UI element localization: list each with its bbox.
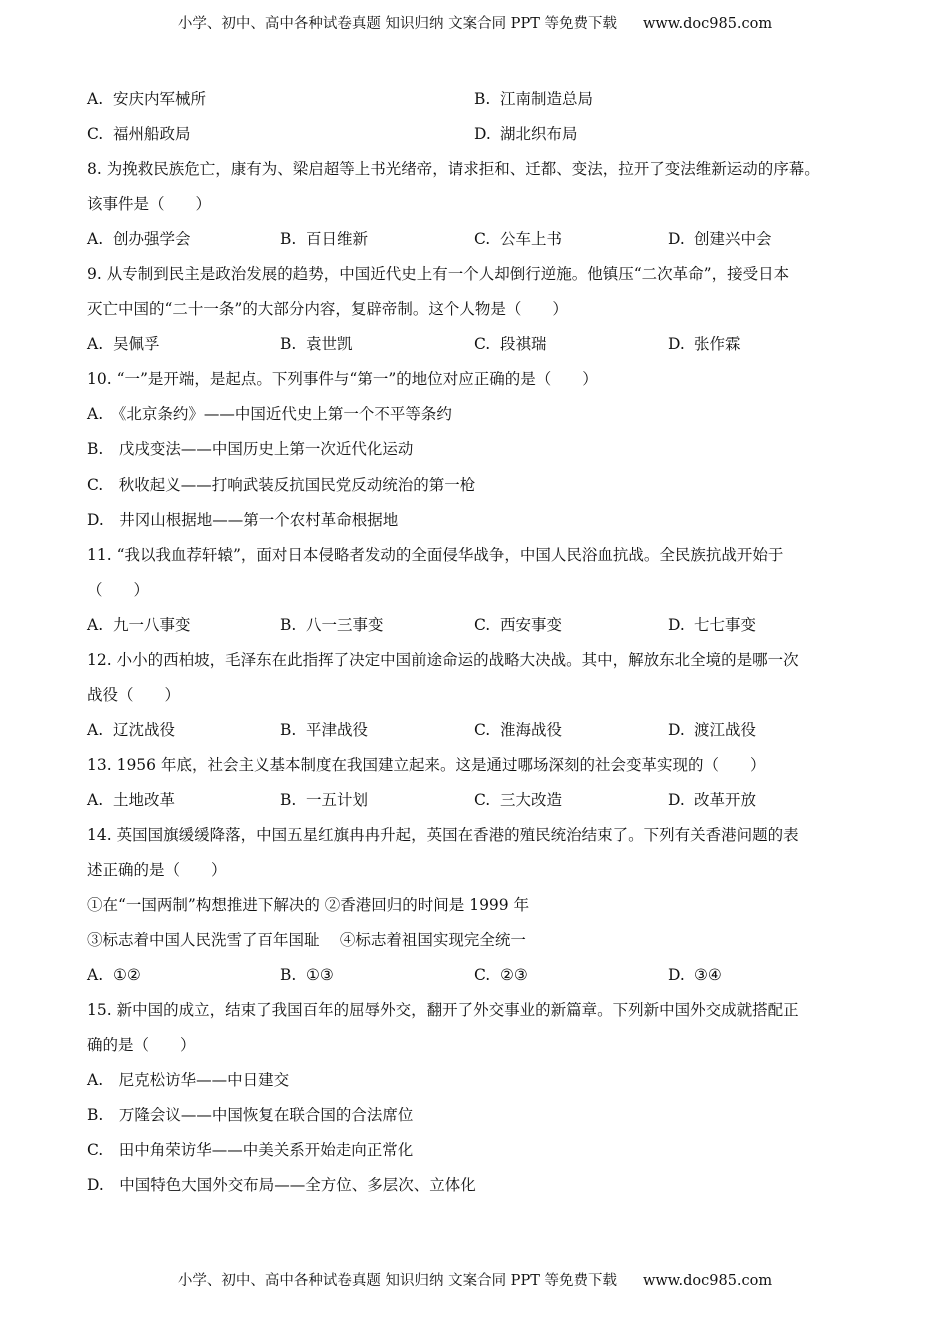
- question-text-line: （ ）: [87, 580, 150, 599]
- footer-text: 小学、初中、高中各种试卷真题 知识归纳 文案合同 PPT 等免费下载: [177, 1273, 617, 1289]
- answer-option: [87, 327, 160, 362]
- option-text: 一五计划: [306, 790, 369, 809]
- option-row: [87, 222, 877, 257]
- option-text: 七七事变: [694, 615, 757, 634]
- option-text: 百日维新: [306, 230, 369, 249]
- option-letter: A.: [87, 966, 104, 985]
- question-block: [87, 82, 877, 117]
- option-letter: B.: [280, 615, 297, 634]
- option-text: ①②: [113, 966, 141, 985]
- option-text: 土地改革: [113, 790, 176, 809]
- question-text-line: 15. 新中国的成立，结束了我国百年的屈辱外交，翻开了外交事业的新篇章。下列新中国外交成就搭配正: [87, 1001, 799, 1020]
- answer-option: [87, 222, 191, 257]
- question-text-line: 战役（ ）: [87, 685, 181, 704]
- option-letter: B.: [280, 335, 297, 354]
- question-text-line: 确的是（ ）: [87, 1036, 196, 1055]
- answer-option: [87, 713, 175, 748]
- option-letter: D.: [668, 335, 685, 354]
- answer-option: [474, 222, 562, 257]
- question-text-line: 该事件是（ ）: [87, 195, 212, 214]
- question-text-line: A. 《北京条约》——中国近代史上第一个不平等条约: [87, 405, 452, 424]
- option-text: 福州船政局: [113, 125, 191, 144]
- answer-option: [474, 713, 562, 748]
- question-text-line: C. 田中角荣访华——中美关系开始走向正常化: [87, 1141, 414, 1160]
- question-text-line: 12. 小小的西柏坡，毛泽东在此指挥了决定中国前途命运的战略大决战。其中，解放东北全境的是哪一次: [87, 650, 799, 669]
- question-text-line: 10. “一”是开端，是起点。下列事件与“第一”的地位对应正确的是（ ）: [87, 370, 598, 389]
- option-letter: A.: [87, 720, 104, 739]
- option-letter: A.: [87, 90, 104, 108]
- option-letter: A.: [87, 230, 104, 249]
- answer-option: [474, 327, 547, 362]
- answer-option: [87, 82, 206, 117]
- option-text: 九一八事变: [113, 615, 191, 634]
- option-text: 安庆内军械所: [113, 90, 207, 108]
- answer-option: [280, 327, 353, 362]
- answer-option: [668, 608, 756, 643]
- header-url: www.doc985.com: [642, 16, 773, 32]
- option-letter: C.: [474, 966, 491, 985]
- option-text: 三大改造: [500, 790, 563, 809]
- answer-option: [474, 958, 528, 993]
- option-letter: B.: [280, 966, 297, 985]
- question-block: [87, 643, 877, 748]
- answer-option: [668, 713, 756, 748]
- option-text: 江南制造总局: [500, 90, 594, 108]
- question-text-line: 9. 从专制到民主是政治发展的趋势，中国近代史上有一个人却倒行逆施。他镇压“二次革命”，接受日本: [87, 265, 790, 284]
- question-text-line: C. 秋收起义——打响武装反抗国民党反动统治的第一枪: [87, 475, 476, 494]
- option-letter: C.: [474, 230, 491, 249]
- option-row: [87, 327, 877, 362]
- option-letter: B.: [474, 90, 491, 108]
- option-letter: A.: [87, 790, 104, 809]
- option-letter: C.: [474, 790, 491, 809]
- answer-option: [280, 713, 368, 748]
- option-text: ③④: [694, 966, 722, 985]
- option-text: 段祺瑞: [500, 335, 547, 354]
- question-block: [87, 818, 877, 993]
- question-block: [87, 538, 877, 643]
- answer-option: [87, 783, 175, 818]
- option-row: [87, 958, 877, 993]
- question-text-line: 8. 为挽救民族危亡，康有为、梁启超等上书光绪帝，请求拒和、迁都、变法，拉开了变法维新运动的序幕。: [87, 160, 820, 179]
- answer-option: [87, 117, 191, 152]
- option-text: 张作霖: [694, 335, 741, 354]
- option-letter: C.: [474, 720, 491, 739]
- answer-option: [280, 222, 368, 257]
- option-letter: D.: [668, 790, 685, 809]
- option-letter: D.: [668, 720, 685, 739]
- question-text-line: ③标志着中国人民洗雪了百年国耻 ④标志着祖国实现完全统一: [87, 931, 526, 950]
- question-block: [87, 117, 877, 152]
- option-text: 袁世凯: [306, 335, 353, 354]
- option-text: 辽沈战役: [113, 720, 176, 739]
- question-block: [87, 362, 877, 537]
- question-text-line: D. 井冈山根据地——第一个农村革命根据地: [87, 510, 399, 529]
- page-header: [0, 12, 950, 33]
- option-letter: D.: [668, 230, 685, 249]
- answer-option: [280, 608, 384, 643]
- question-text-line: B. 万隆会议——中国恢复在联合国的合法席位: [87, 1106, 414, 1125]
- option-text: 淮海战役: [500, 720, 563, 739]
- option-letter: C.: [474, 335, 491, 354]
- option-letter: A.: [87, 335, 104, 354]
- answer-option: [474, 608, 562, 643]
- option-text: 创建兴中会: [694, 230, 772, 249]
- answer-option: [87, 958, 141, 993]
- option-text: 湖北织布局: [500, 125, 578, 144]
- answer-option: [668, 783, 756, 818]
- answer-option: [280, 958, 334, 993]
- option-text: 创办强学会: [113, 230, 191, 249]
- header-text: 小学、初中、高中各种试卷真题 知识归纳 文案合同 PPT 等免费下载: [177, 16, 617, 32]
- question-block: [87, 152, 877, 257]
- option-letter: D.: [668, 966, 685, 985]
- question-block: [87, 993, 877, 1203]
- option-row: [87, 82, 877, 117]
- answer-option: [280, 783, 368, 818]
- question-text-line: 灭亡中国的“二十一条”的大部分内容，复辟帝制。这个人物是（ ）: [87, 300, 568, 319]
- option-letter: D.: [668, 615, 685, 634]
- footer-url: www.doc985.com: [642, 1273, 773, 1289]
- option-text: 西安事变: [500, 615, 563, 634]
- option-row: [87, 713, 877, 748]
- question-text-line: D. 中国特色大国外交布局——全方位、多层次、立体化: [87, 1176, 476, 1195]
- option-text: 八一三事变: [306, 615, 384, 634]
- option-row: [87, 117, 877, 152]
- question-text-line: ①在“一国两制”构想推进下解决的 ②香港回归的时间是 1999 年: [87, 896, 530, 915]
- question-text-line: B. 戊戌变法——中国历史上第一次近代化运动: [87, 440, 414, 459]
- answer-option: [668, 958, 722, 993]
- question-text-line: 述正确的是（ ）: [87, 861, 227, 880]
- option-letter: D.: [474, 125, 491, 144]
- option-text: 公车上书: [500, 230, 563, 249]
- option-letter: A.: [87, 615, 104, 634]
- question-content: [87, 82, 877, 1204]
- option-row: [87, 783, 877, 818]
- question-text-line: A. 尼克松访华——中日建交: [87, 1071, 290, 1090]
- option-text: 吴佩孚: [113, 335, 160, 354]
- option-letter: B.: [280, 720, 297, 739]
- option-text: ②③: [500, 966, 528, 985]
- answer-option: [474, 117, 578, 152]
- answer-option: [668, 327, 741, 362]
- answer-option: [87, 608, 191, 643]
- question-text-line: 13. 1956 年底，社会主义基本制度在我国建立起来。这是通过哪场深刻的社会变革实现的（ ）: [87, 755, 766, 774]
- answer-option: [474, 783, 562, 818]
- page-footer: [0, 1269, 950, 1290]
- answer-option: [668, 222, 772, 257]
- option-text: ①③: [306, 966, 334, 985]
- question-text-line: 14. 英国国旗缓缓降落，中国五星红旗冉冉升起，英国在香港的殖民统治结束了。下列有关香港问题的表: [87, 825, 799, 844]
- option-text: 改革开放: [694, 790, 757, 809]
- option-text: 平津战役: [306, 720, 369, 739]
- option-text: 渡江战役: [694, 720, 757, 739]
- option-letter: C.: [87, 125, 104, 144]
- answer-option: [474, 82, 593, 117]
- option-row: [87, 608, 877, 643]
- option-letter: B.: [280, 790, 297, 809]
- question-block: [87, 257, 877, 362]
- question-block: [87, 748, 877, 818]
- option-letter: C.: [474, 615, 491, 634]
- option-letter: B.: [280, 230, 297, 249]
- question-text-line: 11. “我以我血荐轩辕”，面对日本侵略者发动的全面侵华战争，中国人民浴血抗战。全民族抗战开始于: [87, 545, 784, 564]
